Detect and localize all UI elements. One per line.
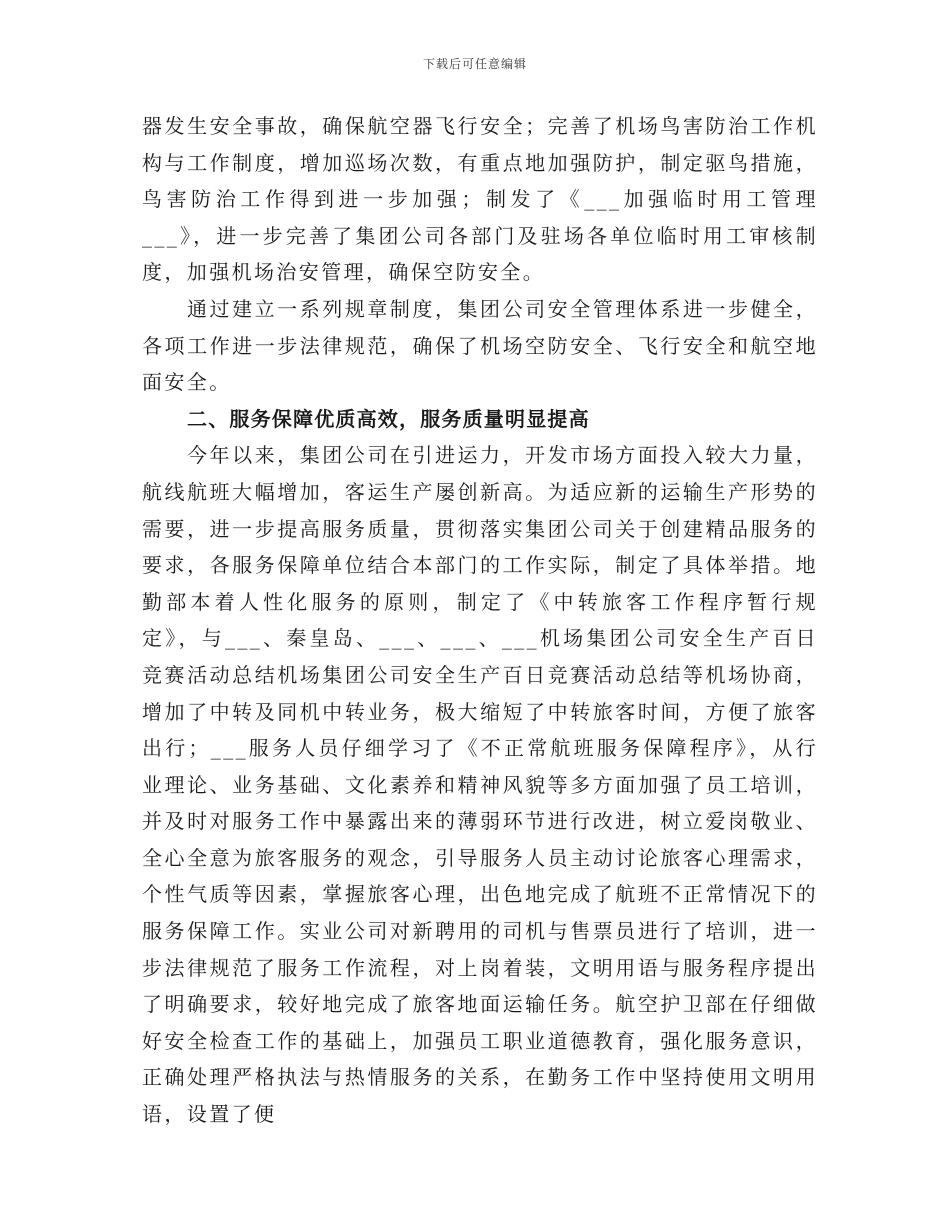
paragraph-service-quality: 今年以来，集团公司在引进运力，开发市场方面投入较大力量，航线航班大幅增加，客运生产屡创新高。为适应新的运输生产形势的需要，进一步提高服务质量，贯彻落实集团公司关于创建精品服务的要求，各服务保障单位结合本部门的工作实际，制定了具体举措。地勤部本着人性化服务的原则，制定了《中转旅客工作程序暂行规定》，与___、秦皇岛、___、___、___机场集团公司安全生产百日竞赛活动总结机场集团公司安全生产百日竞赛活动总结等机场协商，增加了中转及同机中转业务，极大缩短了中转旅客时间，方便了旅客出行；___服务人员仔细学习了《不正常航班服务保障程序》，从行业理论、业务基础、文化素养和精神风貌等多方面加强了员工培训，并及时对服务工作中暴露出来的薄弱环节进行改进，树立爱岗敬业、全心全意为旅客服务的观念，引导服务人员主动讨论旅客心理需求，个性气质等因素，掌握旅客心理，出色地完成了航班不正常情况下的服务保障工作。实业公司对新聘用的司机与售票员进行了培训，进一步法律规范了服务工作流程，对上岗着装，文明用语与服务程序提出了明确要求，较好地完成了旅客地面运输任务。航空护卫部在仔细做好安全检查工作的基础上，加强员工职业道德教育，强化服务意识，正确处理严格执法与热情服务的关系，在勤务工作中坚持使用文明用语，设置了便 <box>142 443 818 1127</box>
document-body <box>142 108 818 1133</box>
paragraph-safety-summary: 通过建立一系列规章制度，集团公司安全管理体系进一步健全，各项工作进一步法律规范，确保了机场空防安全、飞行安全和航空地面安全。 <box>142 296 818 395</box>
paragraph-safety-measures: 器发生安全事故，确保航空器飞行安全；完善了机场鸟害防治工作机构与工作制度，增加巡场次数，有重点地加强防护，制定驱鸟措施，鸟害防治工作得到进一步加强；制发了《___加强临时用工管理___》，进一步完善了集团公司各部门及驻场各单位临时用工审核制度，加强机场治安管理，确保空防安全。 <box>142 114 818 285</box>
section-heading-service: 二、服务保障优质高效，服务质量明显提高 <box>187 406 590 431</box>
page-header-note: 下载后可任意编辑 <box>422 57 527 71</box>
